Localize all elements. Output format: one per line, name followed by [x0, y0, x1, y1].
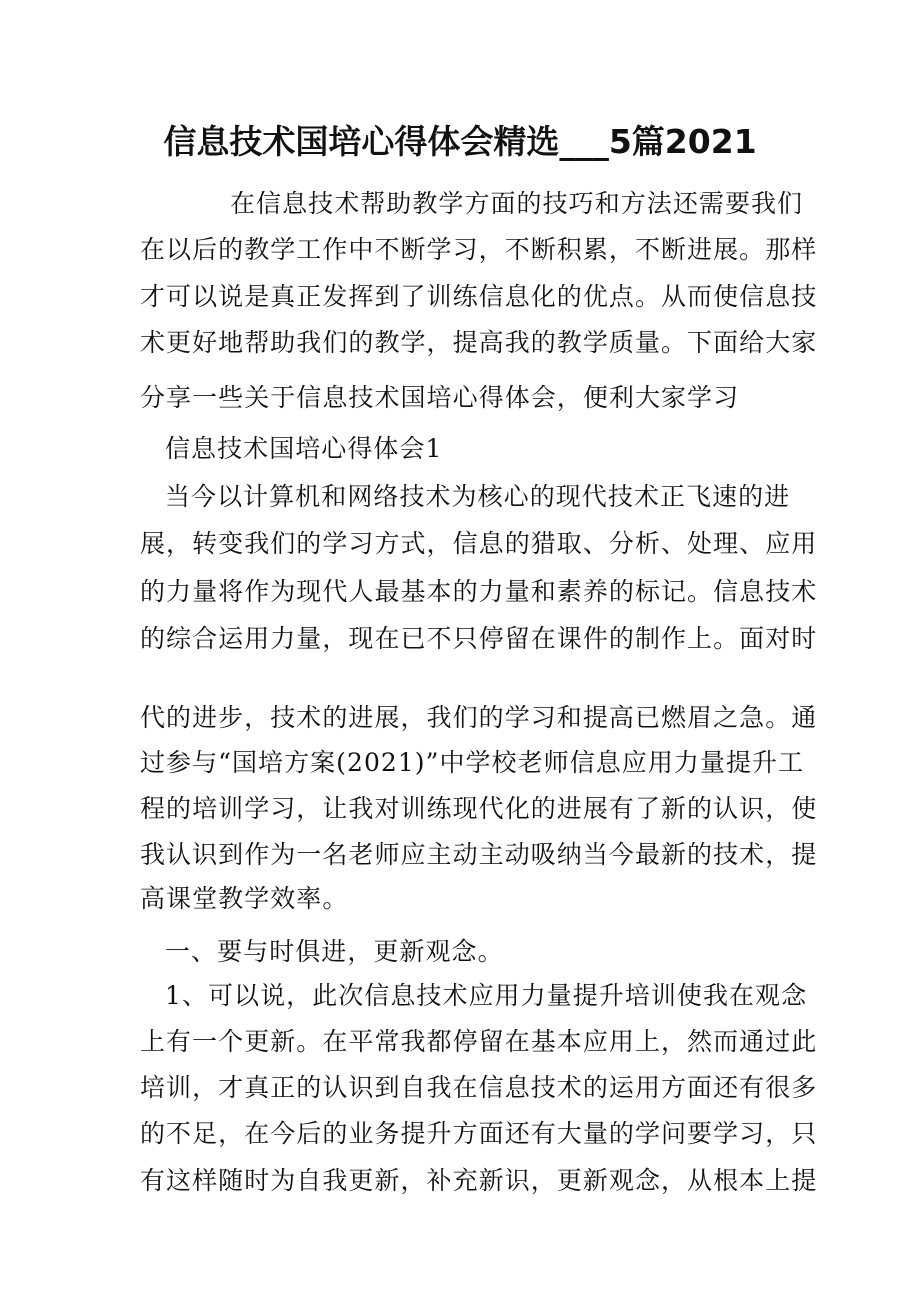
paragraph-line: 的不足，在今后的业务提升方面还有大量的学问要学习，只: [140, 1119, 818, 1148]
paragraph-line: 当今以计算机和网络技术为核心的现代技术正飞速的进: [165, 482, 791, 511]
document-title: 信息技术国培心得体会精选___5篇2021: [163, 122, 757, 161]
paragraph-line: 上有一个更新。在平常我都停留在基本应用上，然而通过此: [140, 1027, 818, 1056]
paragraph-line: 在信息技术帮助教学方面的技巧和方法还需要我们: [230, 189, 804, 218]
section-heading: 一、要与时俱进，更新观念。: [165, 937, 504, 966]
paragraph-line: 分享一些关于信息技术国培心得体会，便利大家学习: [140, 383, 740, 412]
paragraph-line: 的力量将作为现代人最基本的力量和素养的标记。信息技术: [140, 577, 818, 606]
paragraph-line: 高课堂教学效率。: [140, 884, 349, 913]
paragraph-line: 培训，才真正的认识到自我在信息技术的运用方面还有很多: [140, 1073, 818, 1102]
paragraph-line: 术更好地帮助我们的教学，提高我的教学质量。下面给大家: [140, 328, 818, 357]
paragraph-line: 才可以说是真正发挥到了训练信息化的优点。从而使信息技: [140, 282, 818, 311]
paragraph-line: 有这样随时为自我更新，补充新识，更新观念，从根本上提: [140, 1166, 818, 1195]
paragraph-line: 展，转变我们的学习方式，信息的猎取、分析、处理、应用: [140, 529, 818, 558]
paragraph-line: 代的进步，技术的进展，我们的学习和提高已燃眉之急。通: [140, 703, 818, 732]
paragraph-line: 1、可以说，此次信息技术应用力量提升培训使我在观念: [165, 981, 808, 1010]
paragraph-line: 程的培训学习，让我对训练现代化的进展有了新的认识，使: [140, 794, 818, 823]
paragraph-line: 过参与“国培方案(2021)”中学校老师信息应用力量提升工: [140, 748, 805, 777]
section-heading: 信息技术国培心得体会1: [165, 434, 443, 463]
paragraph-line: 在以后的教学工作中不断学习，不断积累，不断进展。那样: [140, 235, 818, 264]
paragraph-line: 我认识到作为一名老师应主动主动吸纳当今最新的技术，提: [140, 840, 818, 869]
paragraph-line: 的综合运用力量，现在已不只停留在课件的制作上。面对时: [140, 624, 818, 653]
